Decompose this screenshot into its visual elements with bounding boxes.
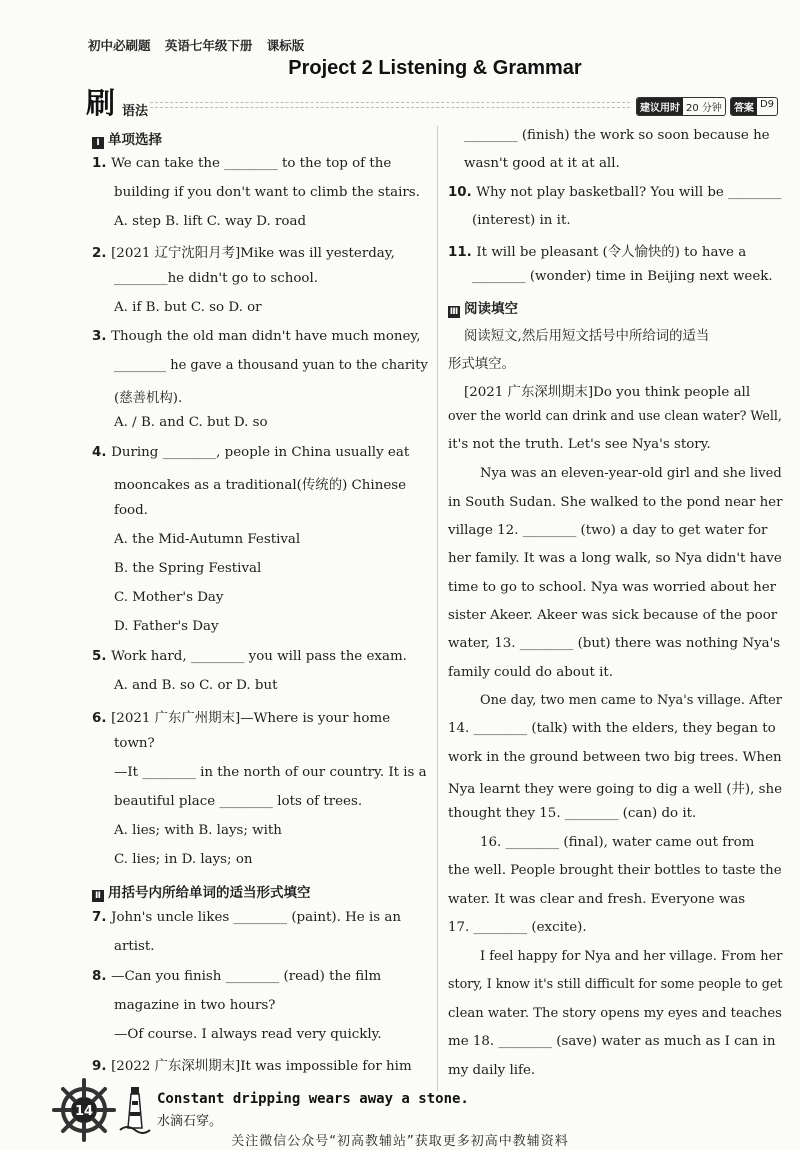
text-line [448,1034,775,1049]
text-line [448,437,711,452]
text-line [448,636,780,651]
question-number: 8. [92,969,112,984]
line-text: ________ he gave a thousand yuan to the charity [114,358,428,373]
text-line [464,381,750,400]
line-text: water. It was clear and fresh. Everyone was [448,892,746,907]
line-text: A. step B. lift C. way D. road [114,214,307,229]
subject-name: 英语七年级下册 [164,38,253,53]
line-text: [2021 辽宁沈阳月考]Mike was ill yesterday, [111,246,395,261]
question-number: 9. [92,1059,112,1074]
section-heading [448,297,518,318]
text-line [448,721,776,736]
text-line [448,580,776,595]
line-text: [2022 广东深圳期末]It was impossible for him [111,1059,412,1074]
proverb-cn: 水滴石穿。 [157,1114,223,1129]
section-number: Ⅲ [449,307,459,317]
text-line [480,835,754,850]
text-line [448,750,782,765]
line-text: 14. ________ (talk) with the elders, they began to [448,721,776,736]
line-text: work in the ground between two big trees. When [448,750,782,765]
line-text: Nya was an eleven-year-old girl and she lived [480,466,782,481]
line-text: A. and B. so C. or D. but [114,678,278,693]
section-number: Ⅰ [92,137,104,149]
line-text: sister Akeer. Akeer was sick because of the poor [448,608,778,623]
watermark: 关注微信公众号“初高教辅站”获取更多初高中教辅资料 [231,1134,569,1149]
line-text: —Of course. I always read very quickly. [114,1027,382,1042]
line-text: During ________, people in China usually eat [111,445,410,460]
page-number: 14 [74,1104,94,1119]
line-text: artist. [114,939,155,954]
text-line [480,693,782,708]
question-number: 4. [92,445,112,460]
line-text: water, 13. ________ (but) there was nothing Nya's [448,636,781,651]
answer-label: 答案 [731,98,757,115]
line-text: 16. ________ (final), water came out from [480,835,755,850]
question-number: 3. [92,329,112,344]
time-label: 建议用时 [637,98,683,115]
text-line [448,185,781,200]
line-text: ________ (finish) the work so soon because he [464,128,770,143]
text-line [480,949,782,964]
text-line [448,806,696,821]
text-line [448,523,767,538]
text-line [464,128,770,143]
line-text: 阅读短文,然后用短文括号中所给词的适当 [464,329,710,344]
line-text: (慈善机构). [114,391,183,406]
line-text: [2021 广东深圳期末]Do you think people all [464,385,751,400]
question-number: 1. [92,156,112,171]
line-text: —Can you finish ________ (read) the film [111,969,382,984]
line-text: B. the Spring Festival [114,561,262,576]
lighthouse-icon [118,1082,152,1134]
line-text: in South Sudan. She walked to the pond near her [448,495,783,510]
series-name: 初中必刷题 [88,38,151,53]
line-text: building if you don't want to climb the stairs. [114,185,420,200]
line-text: food. [114,503,148,518]
line-text: We can take the ________ to the top of the [111,156,392,171]
line-text: story, I know it's still difficult for some people to get [448,977,783,992]
question-number: 5. [92,649,112,664]
text-line [480,466,782,481]
question-number: 2. [92,246,112,261]
proverb-text: Constant dripping wears away a stone. [157,1091,469,1107]
section-title: 用括号内所给单词的适当形式填空 [108,885,311,901]
text-line [448,608,777,623]
line-text: A. / B. and C. but D. so [114,415,268,430]
section-title: 阅读填空 [464,301,518,317]
section-number: Ⅱ [92,890,104,902]
text-line [472,269,773,284]
line-text: C. lies; in D. lays; on [114,852,253,867]
answer-page: D9 [759,99,774,110]
line-text: Though the old man didn't have much money, [111,329,421,344]
line-text: village 12. ________ (two) a day to get water for [448,523,768,538]
line-text: [2021 广东广州期末]—Where is your home [111,711,391,726]
text-line [464,156,620,171]
line-text: Work hard, ________ you will pass the exam. [111,649,407,664]
text-line [448,353,515,372]
line-text: One day, two men came to Nya's village. After [480,693,782,708]
line-text: me 18. ________ (save) water as much as I can in [448,1034,776,1049]
page-title: Project 2 Listening & Grammar [288,57,582,79]
text-line [448,977,782,992]
text-line [448,892,745,907]
line-text: it's not the truth. Let's see Nya's story. [448,437,711,452]
question-number: 10. [448,185,477,200]
text-line [448,920,587,935]
line-text: town? [114,736,155,751]
line-text: 形式填空。 [448,357,515,372]
line-text: D. Father's Day [114,619,219,634]
line-text: Nya learnt they were going to dig a well (井), she [448,782,783,797]
line-text: wasn't good at it at all. [464,156,620,171]
text-line [448,495,782,510]
line-text: ________he didn't go to school. [114,271,318,286]
section-topic: 语法 [122,104,149,119]
text-line [448,1006,782,1021]
text-line [448,551,782,566]
text-line [448,863,782,878]
text-line [448,1063,535,1078]
line-text: family could do about it. [448,665,614,680]
time-value: 20 分钟 [686,103,722,114]
question-number: 11. [448,245,477,260]
section-title: 单项选择 [108,132,162,148]
brush-icon: 刷 [86,86,116,120]
line-text: beautiful place ________ lots of trees. [114,794,363,809]
line-text: A. lies; with B. lays; with [114,823,282,838]
edition-name: 课标版 [266,38,305,53]
line-text: A. if B. but C. so D. or [114,300,262,315]
text-line [448,665,613,680]
line-text: her family. It was a long walk, so Nya didn't have [448,551,782,566]
line-text: 17. ________ (excite). [448,920,587,935]
line-text: C. Mother's Day [114,590,224,605]
line-text: time to go to school. Nya was worried about her [448,580,777,595]
line-text: (interest) in it. [472,213,571,228]
line-text: clean water. The story opens my eyes and teaches [448,1006,782,1021]
line-text: the well. People brought their bottles to taste the [448,863,782,878]
line-text: I feel happy for Nya and her village. From her [480,949,783,964]
line-text: over the world can drink and use clean water? Well, [448,409,782,424]
question-number: 7. [92,910,112,925]
text-line [448,778,782,797]
text-line [464,325,709,344]
text-line [448,409,782,424]
line-text: Why not play basketball? You will be ________ [476,185,782,200]
line-text: mooncakes as a traditional(传统的) Chinese [114,478,407,493]
line-text: —It ________ in the north of our country. It is a [114,765,427,780]
line-text: thought they 15. ________ (can) do it. [448,806,697,821]
line-text: John's uncle likes ________ (paint). He is an [111,910,402,925]
text-line [472,213,571,228]
line-text: my daily life. [448,1063,536,1078]
text-line [448,241,746,260]
line-text: ________ (wonder) time in Beijing next week. [472,269,773,284]
line-text: It will be pleasant (令人愉快的) to have a [476,245,747,260]
line-text: A. the Mid-Autumn Festival [114,532,301,547]
line-text: magazine in two hours? [114,998,276,1013]
question-number: 6. [92,711,112,726]
